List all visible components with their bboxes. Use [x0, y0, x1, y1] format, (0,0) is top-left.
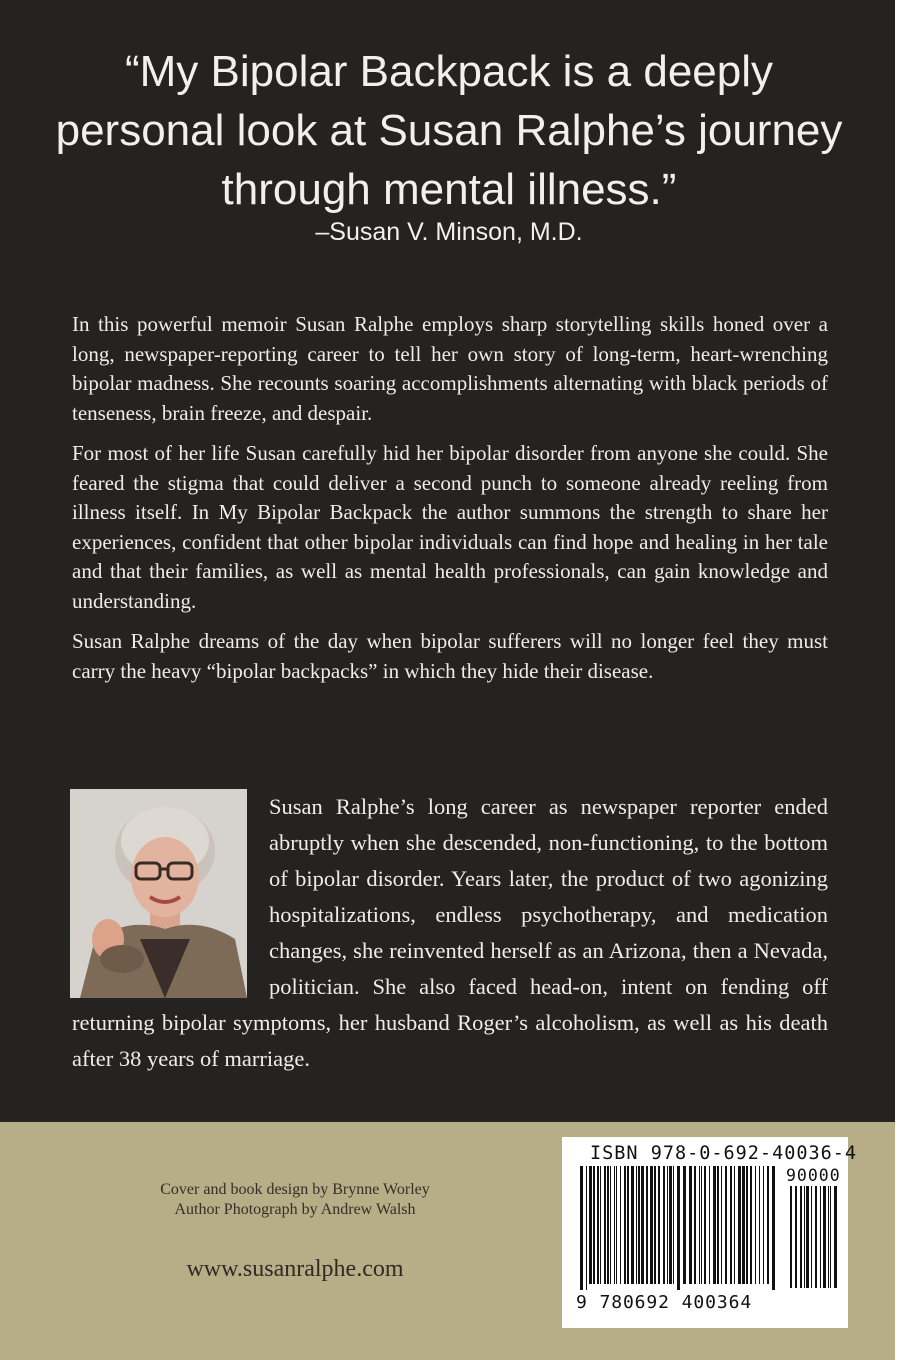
barcode-bar	[589, 1166, 592, 1284]
barcode-bar	[717, 1166, 719, 1284]
author-bio	[72, 789, 828, 1077]
barcode-bar	[820, 1186, 821, 1288]
design-credits	[100, 1180, 490, 1220]
barcode-bar	[586, 1166, 587, 1290]
barcode-bar	[627, 1166, 629, 1284]
barcode-bar	[755, 1166, 756, 1284]
barcode-bar	[734, 1166, 735, 1284]
barcode-bar	[699, 1166, 700, 1284]
description-paragraph: Susan Ralphe dreams of the day when bipolar sufferers will no longer feel they must carry the heavy “bipolar backpacks” in which they hide their disease.	[72, 629, 828, 683]
barcode-bar	[624, 1166, 626, 1284]
barcode-bar	[669, 1166, 672, 1284]
page-edge	[895, 0, 907, 1360]
barcode-bar	[742, 1166, 745, 1284]
barcode-bar	[811, 1186, 812, 1288]
barcode-bar	[804, 1186, 805, 1288]
barcode-bar	[673, 1166, 674, 1284]
barcode-bar	[730, 1166, 732, 1284]
barcode-bar	[823, 1186, 826, 1288]
barcode-bar	[763, 1166, 764, 1284]
isbn-label: ISBN 978-0-692-40036-4	[590, 1143, 858, 1164]
barcode-bar	[646, 1166, 648, 1284]
author-bio-text: Susan Ralphe’s long career as newspaper reporter ended abruptly when she descended, non-functioning, to the bottom of bipolar disorder. Years later, the product of two agonizing hospitalizations, endless psychotherapy, and medication changes, she reinvented herself as an Arizona, then a Nevada, politician. She also faced head-on, intent on fending off returning bipolar symptoms, her husband Roger’s alcoholism, as well as his death after 38 years of marriage.	[72, 794, 828, 1071]
barcode-bar	[600, 1166, 601, 1284]
barcode-bar	[631, 1166, 634, 1284]
review-quote: “My Bipolar Backpack is a deeply personal look at Susan Ralphe’s journey through mental illness.”	[55, 47, 843, 214]
barcode-bar	[593, 1166, 595, 1284]
barcode-bar	[709, 1166, 710, 1284]
ean-digits: 9 780692 400364	[576, 1292, 753, 1313]
barcode-bar	[667, 1166, 668, 1284]
description-paragraph: For most of her life Susan carefully hid her bipolar disorder from anyone she could. She feared the stigma that could deliver a second punch to someone already reeling from illness itself. In My Bipolar Backpack the author summons the strength to share her experiences, confident that other bipolar individuals can find hope and healing in her tale and that their families, as well as mental health professionals, can gain knowledge and understanding.	[72, 441, 828, 613]
barcode-bar	[650, 1166, 653, 1284]
barcode-bar	[759, 1166, 760, 1284]
barcode-bar	[721, 1166, 722, 1284]
barcode-bar	[638, 1166, 640, 1284]
barcode-bar	[828, 1186, 829, 1288]
credit-photo: Author Photograph by Andrew Walsh	[174, 1201, 416, 1218]
photo-spacer	[72, 789, 269, 1005]
barcode-bar	[607, 1166, 609, 1284]
barcode-bar	[790, 1186, 792, 1288]
barcode-bar	[689, 1166, 692, 1284]
barcode-bar	[694, 1166, 696, 1284]
barcode-bar	[830, 1186, 831, 1288]
barcode-bar	[746, 1166, 748, 1284]
barcode-bar	[806, 1186, 809, 1288]
barcode-bar	[795, 1186, 797, 1288]
barcode-bar	[683, 1166, 686, 1284]
barcode-bar	[815, 1186, 817, 1288]
barcode-bar	[663, 1166, 665, 1284]
description-paragraph: In this powerful memoir Susan Ralphe employs sharp storytelling skills honed over a long, newspaper-reporting career to tell her own story of long-term, heart-wrenching bipolar madness. She recounts soaring accomplishments alternating with black periods of tenseness, brain freeze, and despair.	[72, 312, 828, 425]
barcode-bar	[677, 1166, 680, 1290]
barcode-bar	[750, 1166, 752, 1284]
barcode-bar	[597, 1166, 599, 1284]
barcode-bar	[614, 1166, 615, 1284]
barcode-bar	[713, 1166, 716, 1284]
price-code: 90000	[786, 1166, 841, 1185]
barcode-bar	[701, 1166, 702, 1284]
isbn-barcode	[578, 1166, 778, 1290]
barcode-bar	[616, 1166, 617, 1284]
barcode-bar	[725, 1166, 727, 1284]
barcode-bar	[654, 1166, 656, 1284]
barcode-bar	[620, 1166, 621, 1284]
barcode-bar	[704, 1166, 706, 1284]
barcode-bar	[610, 1166, 611, 1284]
barcode-bar	[767, 1166, 769, 1284]
barcode-bar	[580, 1166, 583, 1290]
barcode-bar	[658, 1166, 660, 1284]
website-url: www.susanralphe.com	[186, 1256, 404, 1282]
barcode-bar	[604, 1166, 606, 1284]
barcode-bar	[772, 1166, 775, 1290]
book-description	[72, 310, 828, 697]
barcode-bar	[800, 1186, 802, 1288]
credit-design: Cover and book design by Brynne Worley	[160, 1181, 430, 1198]
barcode-bar	[738, 1166, 741, 1284]
barcode-bar	[636, 1166, 637, 1284]
barcode-bar	[834, 1186, 837, 1288]
barcode-bar	[641, 1166, 644, 1284]
quote-attribution: –Susan V. Minson, M.D.	[315, 218, 583, 246]
price-barcode	[788, 1186, 842, 1288]
